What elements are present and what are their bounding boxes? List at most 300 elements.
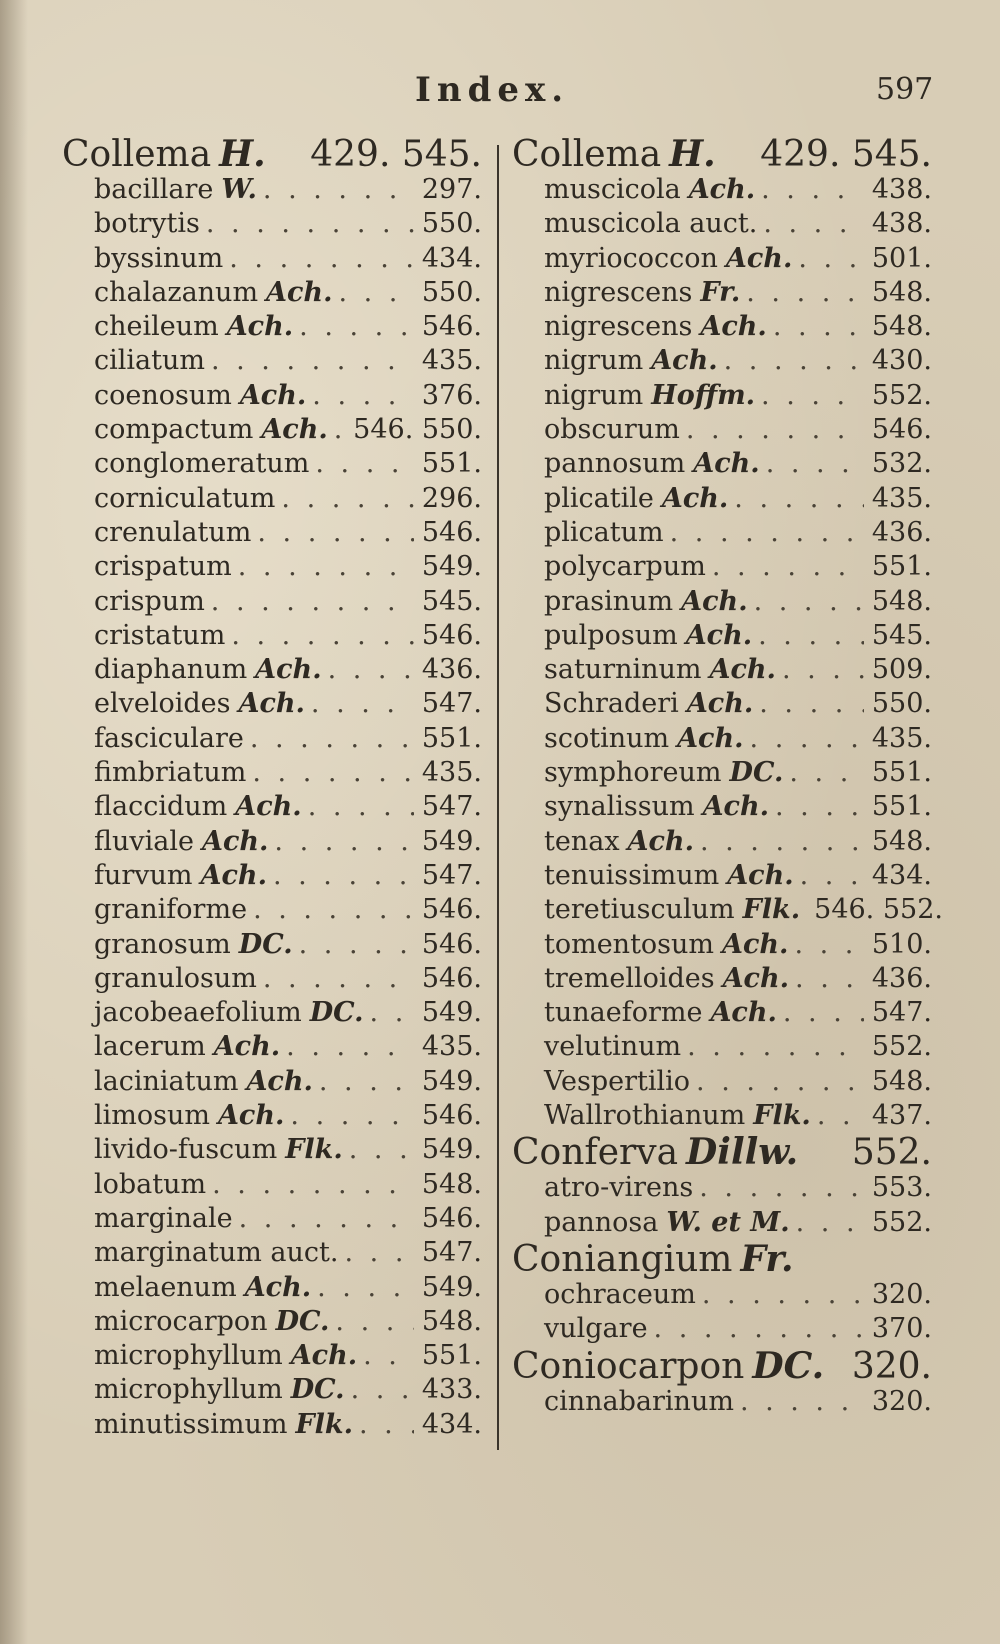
entry-name: fluviale xyxy=(94,825,194,857)
entry-author: Ach. xyxy=(722,962,790,994)
index-genus-heading xyxy=(62,135,482,173)
index-entry xyxy=(512,242,932,276)
entry-name: microphyllum xyxy=(94,1374,283,1406)
entry-name: jacobeaefolium xyxy=(94,997,302,1029)
leader-dots xyxy=(761,379,864,413)
entry-name: tenuissimum xyxy=(544,859,720,891)
index-entry xyxy=(62,1168,482,1202)
entry-author: Ach. xyxy=(244,1271,312,1303)
leader-dots xyxy=(308,790,414,824)
entry-pages: 510. xyxy=(871,928,932,960)
index-entry xyxy=(512,447,932,481)
index-entry xyxy=(512,619,932,653)
leader-dots xyxy=(687,1030,864,1064)
entry-pages: 434. xyxy=(421,242,482,274)
leader-dots xyxy=(370,996,414,1030)
entry-name: polycarpum xyxy=(544,551,706,583)
page-number: 597 xyxy=(876,72,934,107)
entry-name: teretiusculum xyxy=(544,894,735,926)
index-entry xyxy=(62,1133,482,1167)
index-entry xyxy=(62,310,482,344)
leader-dots xyxy=(782,653,864,687)
entry-name: compactum xyxy=(94,414,254,446)
entry-pages: 546. xyxy=(421,894,482,926)
entry-pages: 546. 552. xyxy=(814,894,943,926)
entry-name: corniculatum xyxy=(94,482,276,514)
entry-pages: 552. xyxy=(871,1206,932,1238)
entry-name: melaenum xyxy=(94,1271,237,1303)
entry-name: myriococcon xyxy=(544,242,718,274)
index-entry xyxy=(62,1236,482,1270)
entry-pages: 320. xyxy=(871,1278,932,1310)
leader-dots xyxy=(299,928,414,962)
index-entry xyxy=(512,173,932,207)
entry-author: Flk. xyxy=(285,1134,343,1166)
index-entry xyxy=(62,962,482,996)
entry-author: DC. xyxy=(275,1305,330,1337)
entry-pages: 435. xyxy=(871,482,932,514)
entry-pages: 546. xyxy=(421,1100,482,1132)
leader-dots xyxy=(250,722,414,756)
leader-dots xyxy=(740,1385,864,1419)
index-genus-heading xyxy=(512,135,932,173)
entry-pages: 549. xyxy=(421,825,482,857)
leader-dots xyxy=(349,1133,414,1167)
entry-name: coenosum xyxy=(94,379,232,411)
index-entry xyxy=(62,379,482,413)
entry-pages: 376. xyxy=(421,379,482,411)
leader-dots xyxy=(712,550,864,584)
index-entry xyxy=(512,1099,932,1133)
leader-dots xyxy=(758,619,864,653)
entry-pages: 429. 545. xyxy=(310,134,482,175)
entry-author: Ach. xyxy=(200,859,267,891)
entry-author: Ach. xyxy=(261,414,328,446)
leader-dots xyxy=(263,962,414,996)
leader-dots xyxy=(344,1236,413,1270)
entry-name: marginatum auct. xyxy=(94,1237,339,1269)
index-genus-heading xyxy=(512,1237,932,1280)
leader-dots xyxy=(335,1305,413,1339)
entry-name: tunaeforme xyxy=(544,997,703,1029)
entry-author: Hoffm. xyxy=(651,379,756,411)
entry-author: Ach. xyxy=(226,311,294,343)
entry-pages: 549. xyxy=(421,1271,482,1303)
index-entry xyxy=(512,344,932,378)
index-list-left xyxy=(62,135,482,1442)
entry-name: vulgare xyxy=(544,1313,648,1345)
entry-name: cheileum xyxy=(94,311,219,343)
entry-name: scotinum xyxy=(544,722,670,754)
leader-dots xyxy=(281,482,413,516)
entry-name: symphoreum xyxy=(544,757,722,789)
leader-dots xyxy=(273,859,414,893)
leader-dots xyxy=(252,756,413,790)
entry-pages: 501. xyxy=(871,242,932,274)
entry-pages: 547. xyxy=(421,859,482,891)
entry-pages: 433. xyxy=(421,1374,482,1406)
index-column-left xyxy=(62,135,482,1442)
entry-author: Ach. xyxy=(661,482,729,514)
entry-pages: 429. 545. xyxy=(760,134,932,175)
entry-pages: 548. xyxy=(421,1168,482,1200)
index-entry xyxy=(512,1385,932,1419)
entry-author: Ach. xyxy=(725,242,793,274)
entry-author: Ach. xyxy=(255,654,322,686)
leader-dots xyxy=(783,996,864,1030)
entry-name: fimbriatum xyxy=(94,757,247,789)
entry-pages: 551. xyxy=(421,448,482,480)
entry-author: W. et M. xyxy=(666,1206,790,1238)
entry-pages: 430. xyxy=(871,345,932,377)
entry-author: Flk. xyxy=(742,894,801,926)
leader-dots xyxy=(746,276,864,310)
leader-dots xyxy=(759,687,864,721)
index-entry xyxy=(512,1278,932,1312)
leader-dots xyxy=(794,928,863,962)
leader-dots xyxy=(724,344,864,378)
entry-pages: 549. xyxy=(421,1134,482,1166)
entry-name: Wallrothianum xyxy=(544,1100,746,1132)
entry-author: Ach. xyxy=(235,791,302,823)
entry-author: Ach. xyxy=(651,345,718,377)
index-entry xyxy=(62,242,482,276)
index-entry xyxy=(62,1202,482,1236)
leader-dots xyxy=(702,1278,864,1312)
entry-pages: 546. xyxy=(421,516,482,548)
entry-pages: 545. xyxy=(871,619,932,651)
leader-dots xyxy=(750,722,864,756)
index-entry xyxy=(512,379,932,413)
page-header xyxy=(0,70,1000,110)
entry-name: tomentosum xyxy=(544,928,715,960)
leader-dots xyxy=(328,653,414,687)
index-entry xyxy=(62,1339,482,1373)
entry-pages: 548. xyxy=(421,1305,482,1337)
entry-pages: 547. xyxy=(421,1237,482,1269)
entry-pages: 435. xyxy=(871,722,932,754)
index-entry xyxy=(62,447,482,481)
index-entry xyxy=(512,687,932,721)
entry-pages: 550. xyxy=(421,276,482,308)
entry-name: crispum xyxy=(94,585,205,617)
leader-dots xyxy=(312,379,414,413)
leader-dots xyxy=(734,482,864,516)
entry-pages: 546. 550. xyxy=(353,414,482,446)
entry-name: crenulatum xyxy=(94,516,252,548)
index-entry xyxy=(512,585,932,619)
entry-name: nigrescens xyxy=(544,276,693,308)
index-entry xyxy=(512,1206,932,1240)
leader-dots xyxy=(338,276,413,310)
leader-dots xyxy=(351,1373,414,1407)
index-entry xyxy=(512,996,932,1030)
index-entry xyxy=(62,1099,482,1133)
index-genus-heading xyxy=(512,1344,932,1387)
index-entry xyxy=(62,756,482,790)
entry-pages: 436. xyxy=(421,654,482,686)
entry-pages: 545. xyxy=(421,585,482,617)
leader-dots xyxy=(696,1065,864,1099)
entry-author: Ach. xyxy=(290,1340,358,1372)
leader-dots xyxy=(238,550,414,584)
index-entry xyxy=(62,413,482,447)
column-divider xyxy=(497,145,499,1450)
entry-pages: 434. xyxy=(871,859,932,891)
index-entry xyxy=(62,1373,482,1407)
entry-name: Conferva xyxy=(512,1132,679,1174)
entry-author: DC. xyxy=(290,1374,345,1406)
index-entry xyxy=(512,790,932,824)
entry-author: W. xyxy=(221,174,257,205)
entry-name: botrytis xyxy=(94,208,200,240)
index-entry xyxy=(62,207,482,241)
entry-pages: 552. xyxy=(871,379,932,411)
entry-pages: 296. xyxy=(421,482,482,514)
leader-dots xyxy=(317,1271,414,1305)
entry-pages: 297. xyxy=(421,174,482,205)
entry-pages: 552. xyxy=(851,1132,932,1174)
leader-dots xyxy=(754,585,864,619)
entry-name: lobatum xyxy=(94,1168,207,1200)
entry-pages: 551. xyxy=(871,757,932,789)
index-entry xyxy=(512,276,932,310)
entry-pages: 548. xyxy=(871,825,932,857)
entry-name: laciniatum xyxy=(94,1065,239,1097)
entry-name: graniforme xyxy=(94,894,248,926)
entry-pages: 320. xyxy=(851,1345,932,1387)
entry-pages: 551. xyxy=(871,551,932,583)
entry-name: flaccidum xyxy=(94,791,228,823)
entry-author: H. xyxy=(669,133,716,175)
entry-pages: 551. xyxy=(421,1340,482,1372)
index-entry xyxy=(62,550,482,584)
leader-dots xyxy=(789,756,864,790)
entry-pages: 548. xyxy=(871,311,932,343)
leader-dots xyxy=(796,1206,864,1240)
entry-pages: 549. xyxy=(421,1065,482,1097)
entry-author: Ach. xyxy=(677,722,744,754)
entry-pages: 546. xyxy=(421,311,482,343)
leader-dots xyxy=(766,447,864,481)
leader-dots xyxy=(274,825,413,859)
entry-pages: 550. xyxy=(421,208,482,240)
index-entry xyxy=(512,859,932,893)
index-entry xyxy=(62,790,482,824)
index-entry xyxy=(512,722,932,756)
entry-author: DC. xyxy=(238,928,293,960)
entry-pages: 435. xyxy=(421,757,482,789)
entry-name: limosum xyxy=(94,1100,210,1132)
entry-pages: 546. xyxy=(421,962,482,994)
index-entry xyxy=(512,516,932,550)
index-entry xyxy=(62,1065,482,1099)
index-entry xyxy=(62,893,482,927)
entry-name: ochraceum xyxy=(544,1278,696,1310)
entry-author: Ach. xyxy=(217,1100,285,1132)
leader-dots xyxy=(263,173,414,207)
index-entry xyxy=(62,344,482,378)
leader-dots xyxy=(761,173,864,207)
index-entry xyxy=(62,1030,482,1064)
entry-author: Ach. xyxy=(681,585,748,617)
leader-dots xyxy=(775,790,864,824)
entry-name: pulposum xyxy=(544,619,678,651)
entry-pages: 320. xyxy=(871,1385,932,1417)
index-entry xyxy=(512,550,932,584)
leader-dots xyxy=(286,1030,414,1064)
entry-author: Fr. xyxy=(740,1237,794,1280)
entry-pages: 437. xyxy=(871,1100,932,1132)
index-column-right xyxy=(512,133,943,1419)
entry-name: muscicola auct. xyxy=(544,208,758,240)
entry-name: granulosum xyxy=(94,962,257,994)
entry-pages: 546. xyxy=(421,1202,482,1234)
index-entry xyxy=(512,962,932,996)
entry-author: Ach. xyxy=(246,1065,313,1097)
leader-dots xyxy=(211,344,414,378)
entry-name: microcarpon xyxy=(94,1305,268,1337)
entry-name: conglomeratum xyxy=(94,448,310,480)
entry-author: Ach. xyxy=(202,825,269,857)
entry-author: DC. xyxy=(752,1344,825,1387)
entry-author: Ach. xyxy=(239,379,307,411)
index-entry xyxy=(62,516,482,550)
entry-pages: 547. xyxy=(421,791,482,823)
entry-pages: 436. xyxy=(871,962,932,994)
entry-author: Fr. xyxy=(700,276,741,308)
entry-pages: 548. xyxy=(871,1065,932,1097)
leader-dots xyxy=(229,242,414,276)
entry-name: cinnabarinum xyxy=(544,1385,734,1417)
entry-name: elveloides xyxy=(94,688,231,720)
entry-author: Ach. xyxy=(693,448,760,480)
entry-author: Ach. xyxy=(238,688,305,720)
index-entry xyxy=(512,825,932,859)
index-entry xyxy=(512,413,932,447)
index-list-right xyxy=(512,133,943,1419)
entry-pages: 438. xyxy=(871,208,932,240)
entry-pages: 548. xyxy=(871,585,932,617)
leader-dots xyxy=(654,1312,864,1346)
page-title: Index. xyxy=(415,70,570,110)
entry-name: Collema xyxy=(512,134,662,175)
entry-name: Coniocarpon xyxy=(512,1345,745,1387)
entry-pages: 550. xyxy=(871,688,932,720)
entry-name: fasciculare xyxy=(94,722,244,754)
entry-name: nigrum xyxy=(544,379,644,411)
entry-name: pannosa xyxy=(544,1206,659,1238)
entry-author: Ach. xyxy=(709,654,776,686)
entry-pages: 546. xyxy=(421,928,482,960)
entry-name: tremelloides xyxy=(544,962,715,994)
leader-dots xyxy=(239,1202,414,1236)
entry-name: atro-virens xyxy=(544,1172,694,1204)
index-entry xyxy=(62,996,482,1030)
entry-pages: 546. xyxy=(421,619,482,651)
entry-pages: 552. xyxy=(871,1031,932,1063)
index-entry xyxy=(62,619,482,653)
index-entry xyxy=(512,1065,932,1099)
entry-author: DC. xyxy=(729,757,784,789)
entry-author: Flk. xyxy=(753,1100,811,1132)
index-entry xyxy=(62,859,482,893)
entry-author: Ach. xyxy=(266,276,333,308)
entry-name: marginale xyxy=(94,1202,233,1234)
leader-dots xyxy=(686,413,864,447)
entry-name: Vespertilio xyxy=(544,1065,691,1097)
index-entry xyxy=(512,928,932,962)
entry-name: nigrum xyxy=(544,345,644,377)
leader-dots xyxy=(206,207,414,241)
entry-name: crispatum xyxy=(94,551,232,583)
entry-pages: 547. xyxy=(421,688,482,720)
leader-dots xyxy=(257,516,414,550)
entry-name: diaphanum xyxy=(94,654,248,686)
entry-name: Collema xyxy=(62,134,212,175)
index-entry xyxy=(62,1408,482,1442)
entry-name: ciliatum xyxy=(94,345,205,377)
entry-pages: 438. xyxy=(871,174,932,205)
index-entry xyxy=(62,1305,482,1339)
index-entry xyxy=(512,207,932,241)
entry-pages: 548. xyxy=(871,276,932,308)
entry-author: Ach. xyxy=(702,791,769,823)
index-entry xyxy=(62,482,482,516)
entry-pages: 509. xyxy=(871,654,932,686)
entry-name: lacerum xyxy=(94,1031,206,1063)
index-entry xyxy=(512,756,932,790)
entry-pages: 370. xyxy=(871,1313,932,1345)
entry-name: muscicola xyxy=(544,174,681,205)
index-entry xyxy=(62,687,482,721)
entry-name: velutinum xyxy=(544,1031,682,1063)
entry-name: microphyllum xyxy=(94,1340,283,1372)
index-entry xyxy=(62,1271,482,1305)
entry-name: tenax xyxy=(544,825,620,857)
leader-dots xyxy=(763,207,864,241)
entry-author: Ach. xyxy=(685,619,753,651)
index-entry xyxy=(512,893,943,927)
index-entry xyxy=(512,653,932,687)
entry-name: Schraderi xyxy=(544,688,679,720)
leader-dots xyxy=(253,893,414,927)
leader-dots xyxy=(319,1065,414,1099)
index-entry xyxy=(512,1030,932,1064)
entry-author: Ach. xyxy=(213,1031,281,1063)
leader-dots xyxy=(231,619,414,653)
entry-name: livido-fuscum xyxy=(94,1134,278,1166)
entry-author: Ach. xyxy=(700,311,767,343)
entry-pages: 532. xyxy=(871,448,932,480)
entry-name: chalazanum xyxy=(94,276,259,308)
entry-name: furvum xyxy=(94,859,193,891)
index-entry xyxy=(62,825,482,859)
index-entry xyxy=(62,722,482,756)
entry-pages: 435. xyxy=(421,345,482,377)
leader-dots xyxy=(211,585,414,619)
entry-pages: 553. xyxy=(871,1172,932,1204)
leader-dots xyxy=(363,1339,414,1373)
entry-pages: 549. xyxy=(421,551,482,583)
index-entry xyxy=(512,1171,932,1205)
leader-dots xyxy=(359,1408,414,1442)
entry-pages: 551. xyxy=(871,791,932,823)
entry-name: pannosum xyxy=(544,448,686,480)
entry-pages: 549. xyxy=(421,997,482,1029)
entry-name: saturninum xyxy=(544,654,702,686)
entry-name: plicatum xyxy=(544,516,664,548)
